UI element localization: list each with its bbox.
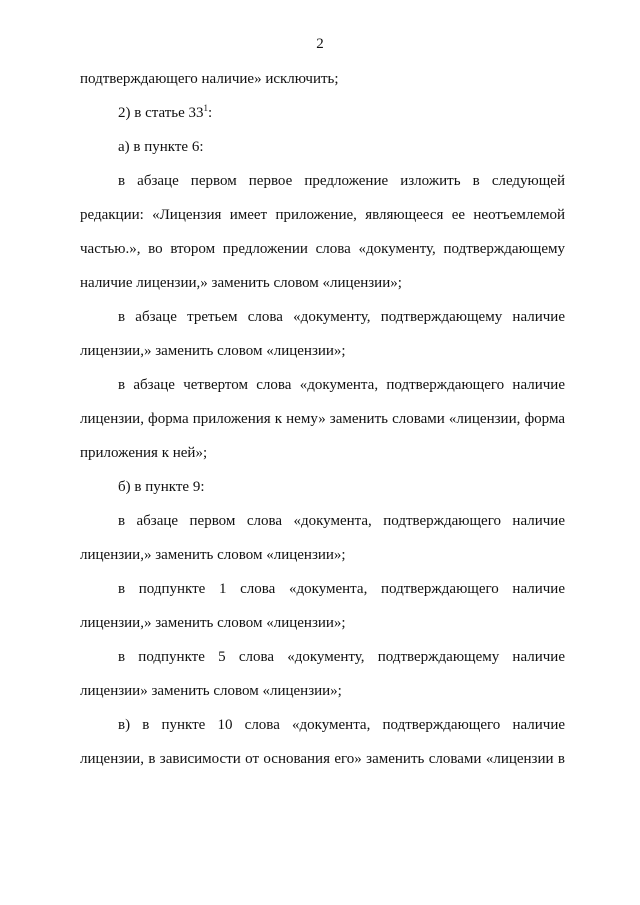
article-ref: 2) в статье 33: [118, 105, 204, 121]
text-line: наличие лицензии,» заменить словом «лицензии»;: [80, 275, 402, 291]
text-line: подтверждающего наличие» исключить;: [80, 71, 339, 87]
text-line: лицензии» заменить словом «лицензии»;: [80, 683, 342, 699]
text-line: б) в пункте 9:: [118, 479, 205, 495]
text-line: в подпункте 5 слова «документу, подтверждающему наличие: [118, 649, 565, 665]
text-line: редакции: «Лицензия имеет приложение, являющееся ее неотъемлемой: [80, 207, 565, 223]
text-line: в абзаце четвертом слова «документа, подтверждающего наличие: [118, 377, 565, 393]
text-line: в абзаце третьем слова «документу, подтверждающему наличие: [118, 309, 565, 325]
article-colon: :: [208, 105, 213, 121]
text-line: приложения к ней»;: [80, 445, 208, 461]
text-line: в абзаце первом первое предложение изложить в следующей: [118, 173, 565, 189]
text-line: [80, 96, 565, 130]
text-line: лицензии, форма приложения к нему» заменить словами «лицензии, форма: [80, 411, 565, 427]
text-line: в подпункте 1 слова «документа, подтверждающего наличие: [118, 581, 565, 597]
text-line: лицензии,» заменить словом «лицензии»;: [80, 343, 346, 359]
page-number: 2: [316, 36, 324, 52]
text-line: частью.», во втором предложении слова «документу, подтверждающему: [80, 241, 565, 257]
text-line: лицензии,» заменить словом «лицензии»;: [80, 615, 346, 631]
text-line: лицензии, в зависимости от основания его» заменить словами «лицензии в: [80, 751, 565, 767]
text-line: в) в пункте 10 слова «документа, подтверждающего наличие: [118, 717, 565, 733]
text-line: лицензии,» заменить словом «лицензии»;: [80, 547, 346, 563]
text-line: в абзаце первом слова «документа, подтверждающего наличие: [118, 513, 565, 529]
superscript: 1: [203, 103, 209, 113]
text-line: а) в пункте 6:: [118, 139, 204, 155]
document-body: [80, 62, 565, 776]
